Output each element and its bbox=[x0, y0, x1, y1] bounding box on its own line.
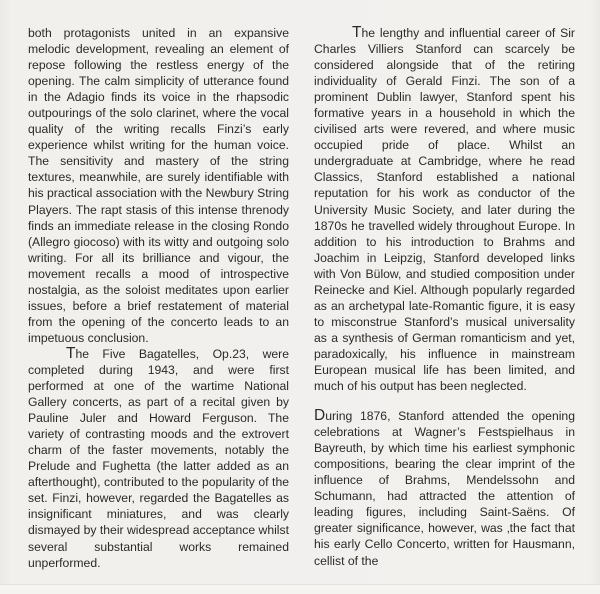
drop-initial: T bbox=[66, 344, 76, 362]
drop-initial: T bbox=[352, 24, 362, 41]
paragraph-text: uring 1876, Stanford attended the opening celebrations at Wagner’s Festspielhaus in Bayreuth, by which time his earliest symphonic compositions, bearing the clear imprint of the influence of Brahms, Mendelssohn and Schumann, had attracted the attention of leading figures, including Saint-Saëns. Of greater significance, however, was ‚the fact that his early Cello Concerto, written for Hausmann, cellist of the bbox=[314, 409, 575, 568]
paragraph-text: both protagonists united in an expansive melodic development, revealing an element of repose following the restless energy of the opening. The calm simplicity of utterance found in the Adagio finds its voice in the rhapsodic outpourings of the solo clarinet, where the vocal quality of the writing recalls Finzi’s early experience whilst writing for the human voice. The sensitivity and mastery of the string textures, meanwhile, are surely identifiable with his practical association with the Newbury String Players. The rapt stasis of this intense threnody finds an immediate release in the closing Rondo (Allegro giocoso) with its witty and outgoing solo writing. For all its brilliance and vigour, the movement recalls a mood of introspective nostalgia, as the soloist meditates upon earlier issues, before a brief restatement of material from the opening of the concerto leads to an impetuous conclusion. bbox=[28, 26, 289, 345]
paragraph-finzi-concerto bbox=[28, 25, 289, 346]
drop-initial: D bbox=[314, 407, 326, 425]
left-column bbox=[28, 25, 289, 571]
paragraph-bayreuth-1876 bbox=[314, 408, 575, 568]
paragraph-text: he Five Bagatelles, Op.23, were completed during 1943, and were first performed at one of the wartime National Gallery concerts, as part of a recital given by Pauline Juler and Howard Ferguson. The variety of contrasting moods and the extrovert charm of the faster movements, notably the Prelude and Fughetta (the latter added as an afterthought), contributed to the popularity of the set. Finzi, however, regarded the Bagatelles as insignificant miniatures, and was clearly dismayed by their widespread acceptance whilst several substantial works remained unperformed. bbox=[28, 346, 289, 570]
right-column bbox=[314, 25, 575, 569]
paragraph-text: he lengthy and influential career of Sir Charles Villiers Stanford can scarcely be considered alongside that of the retiring individuality of Gerald Finzi. The son of a prominent Dublin lawyer, Stanford spent his formative years in a household in which the civilised arts were revered, and where music occupied pride of place. Whilst an undergraduate at Cambridge, where he read Classics, Stanford established a national reputation for his work as conductor of the University Music Society, and later during the 1870s he travelled widely throughout Europe. In addition to his introduction to Brahms and Joachim in Leipzig, Stanford developed links with Von Bülow, and studied composition under Reinecke and Kiel. Although popularly regarded as an archetypal late-Romantic figure, it is easy to misconstrue Stanford’s musical universality as a synthesis of German romanticism and yet, paradoxically, his influence in mainstream European musical life has been limited, and much of his output has been neglected. bbox=[314, 26, 575, 394]
paragraph-five-bagatelles bbox=[28, 346, 289, 571]
paragraph-stanford-career bbox=[314, 25, 575, 394]
